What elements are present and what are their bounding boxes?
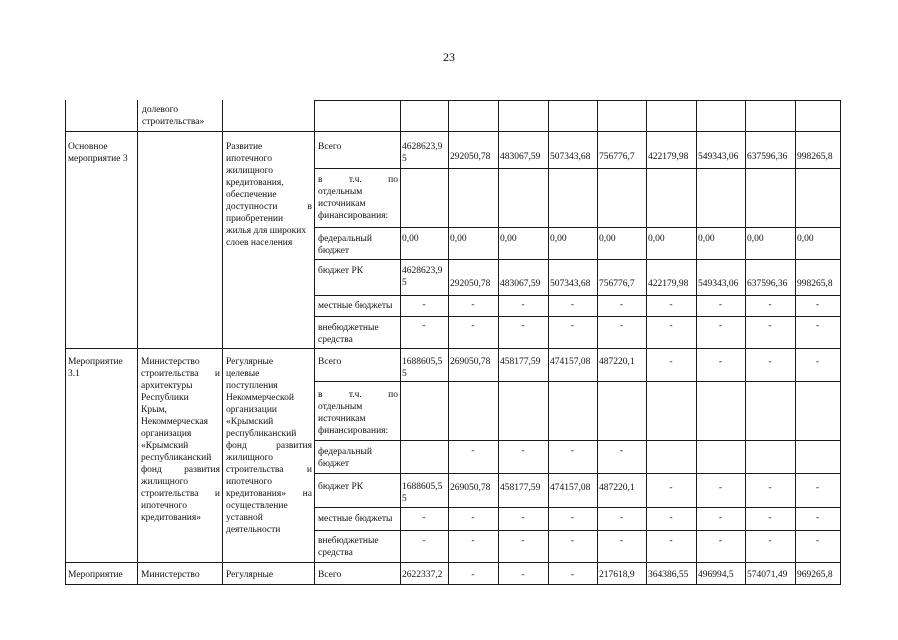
source-label: федеральный (318, 234, 372, 244)
source-label: финансирования: (318, 211, 389, 221)
value-cell: - (619, 446, 624, 456)
source-label: в т.ч. по (318, 390, 398, 400)
value-cell: 5 (402, 494, 407, 504)
measure-goal: ипотечного (226, 477, 272, 487)
row-divider (314, 381, 841, 382)
value-cell: - (521, 321, 525, 331)
value-cell: 756776,7 (599, 279, 635, 289)
value-cell: - (768, 536, 772, 546)
measure-goal: жилищного (226, 453, 274, 463)
measure-executor: Министерство (141, 570, 200, 580)
value-cell: 0,00 (450, 234, 467, 244)
value-cell: 269050,78 (450, 357, 491, 367)
value-cell: 422179,98 (648, 152, 689, 162)
value-cell: - (521, 300, 525, 310)
value-cell: - (570, 300, 575, 310)
value-cell: 5 (402, 369, 407, 379)
value-cell: 0,00 (797, 234, 814, 244)
value-cell: - (718, 321, 723, 331)
value-cell: 0,00 (402, 234, 419, 244)
measure-executor: республиканский (141, 453, 212, 463)
value-cell: - (570, 513, 575, 523)
measure-goal: уставной (226, 513, 263, 523)
value-cell: - (471, 513, 475, 523)
value-cell: 4628623,9 (402, 266, 443, 276)
value-cell: - (768, 513, 772, 523)
value-cell: - (521, 570, 525, 580)
value-cell: 487220,1 (599, 357, 635, 367)
value-cell: - (669, 536, 673, 546)
row-divider (65, 584, 841, 585)
value-cell: - (718, 483, 723, 493)
value-cell: - (619, 536, 624, 546)
value-cell: 364386,55 (648, 570, 689, 580)
value-cell: 998265,8 (797, 279, 833, 289)
value-cell: - (521, 536, 525, 546)
value-cell: - (768, 321, 772, 331)
column-divider (137, 100, 138, 584)
value-cell: - (471, 300, 475, 310)
measure-executor: ипотечного (141, 501, 187, 511)
value-cell: - (619, 300, 624, 310)
row-divider (314, 316, 841, 317)
row-divider (65, 562, 841, 563)
value-cell: - (815, 483, 820, 493)
column-divider (314, 100, 315, 584)
value-cell: - (422, 513, 426, 523)
value-cell: 474157,08 (550, 483, 591, 493)
measure-name: 3.1 (68, 369, 80, 379)
value-cell: - (718, 536, 723, 546)
source-label: местные бюджеты (318, 514, 393, 524)
value-cell: - (570, 446, 575, 456)
value-cell: - (669, 321, 673, 331)
measure-goal: слоев населения (226, 238, 293, 248)
measure-goal: строительства и (226, 465, 312, 475)
row-divider (314, 100, 841, 101)
value-cell: 496994,5 (698, 570, 734, 580)
row-divider (314, 507, 841, 508)
value-cell: 483067,59 (500, 152, 541, 162)
measure-goal: Регулярные (226, 570, 274, 580)
value-cell: - (768, 483, 772, 493)
source-label: Всего (318, 570, 342, 580)
measure-executor: Некоммерческая (141, 417, 209, 427)
source-label: финансирования: (318, 426, 389, 436)
value-cell: - (768, 357, 772, 367)
row-divider (314, 259, 841, 260)
measure-goal: Развитие (226, 142, 263, 152)
row-divider (65, 131, 841, 132)
value-cell: - (815, 513, 820, 523)
page-number: 23 (443, 50, 455, 64)
source-label: бюджет (318, 246, 350, 256)
measure-goal: обеспечение (226, 190, 277, 200)
value-cell: - (422, 321, 426, 331)
executor-cell-text: долевого (142, 105, 178, 115)
value-cell: 1688605,5 (402, 357, 443, 367)
source-label: средства (318, 335, 353, 345)
value-cell: 637596,36 (747, 152, 788, 162)
source-label: отдельным (318, 402, 363, 412)
measure-executor: архитектуры (141, 381, 193, 391)
source-label: внебюджетные (318, 323, 379, 333)
source-label: местные бюджеты (318, 301, 393, 311)
source-label: источникам (318, 199, 366, 209)
measure-goal: фонд развития (226, 441, 312, 451)
row-divider (65, 348, 841, 349)
measure-executor: Крым, (141, 405, 167, 415)
measure-name: мероприятие 3 (68, 154, 128, 164)
source-label: средства (318, 548, 353, 558)
value-cell: 998265,8 (797, 152, 833, 162)
value-cell: 0,00 (648, 234, 665, 244)
value-cell: 458177,59 (500, 483, 541, 493)
source-label: в т.ч. по (318, 175, 398, 185)
value-cell: 574071,49 (747, 570, 788, 580)
value-cell: 1688605,5 (402, 482, 443, 492)
measure-goal: доступности в (226, 202, 312, 212)
row-divider (314, 440, 841, 441)
table-border-left (65, 100, 66, 584)
row-divider (314, 473, 841, 474)
measure-goal: Некоммерческой (226, 393, 294, 403)
value-cell: - (422, 536, 426, 546)
measure-executor: фонд развития (141, 465, 220, 475)
value-cell: - (669, 513, 673, 523)
measure-goal: Регулярные (226, 357, 274, 367)
value-cell: - (718, 513, 723, 523)
measure-goal: целевые (226, 369, 260, 379)
measure-name: Мероприятие (68, 570, 123, 580)
source-label: Всего (318, 142, 342, 152)
value-cell: 217618,9 (599, 570, 635, 580)
value-cell: - (619, 321, 624, 331)
measure-executor: Министерство (141, 357, 200, 367)
value-cell: - (619, 513, 624, 523)
row-divider (314, 295, 841, 296)
value-cell: 969265,8 (797, 570, 833, 580)
measure-executor: кредитования» (141, 513, 202, 523)
value-cell: 292050,78 (450, 279, 491, 289)
value-cell: 0,00 (550, 234, 567, 244)
value-cell: - (768, 300, 772, 310)
value-cell: - (422, 300, 426, 310)
measure-executor: «Крымский (141, 441, 189, 451)
source-label: Всего (318, 357, 342, 367)
value-cell: 0,00 (747, 234, 764, 244)
source-label: источникам (318, 414, 366, 424)
value-cell: - (815, 300, 820, 310)
value-cell: 474157,08 (550, 357, 591, 367)
measure-goal: поступления (226, 381, 278, 391)
value-cell: 0,00 (599, 234, 616, 244)
measure-goal: приобретении (226, 214, 284, 224)
measure-name: Основное (68, 142, 108, 152)
value-cell: - (669, 483, 673, 493)
measure-executor: строительства и (141, 369, 220, 379)
measure-goal: «Крымский (226, 417, 274, 427)
measure-executor: строительства и (141, 489, 220, 499)
value-cell: 549343,06 (698, 279, 739, 289)
value-cell: - (570, 321, 575, 331)
value-cell: 487220,1 (599, 483, 635, 493)
value-cell: - (718, 300, 723, 310)
source-label: отдельным (318, 187, 363, 197)
value-cell: 2622337,2 (402, 570, 443, 580)
measure-executor: Республики (141, 393, 189, 403)
measure-goal: осуществление (226, 501, 288, 511)
measure-goal: кредитования, (226, 178, 284, 188)
value-cell: 422179,98 (648, 279, 689, 289)
value-cell: 0,00 (500, 234, 517, 244)
source-label: внебюджетные (318, 536, 379, 546)
value-cell: 483067,59 (500, 279, 541, 289)
value-cell: - (471, 446, 475, 456)
value-cell: 756776,7 (599, 152, 635, 162)
value-cell: - (570, 570, 575, 580)
measure-goal: организации (226, 405, 278, 415)
source-label: бюджет РК (318, 266, 364, 276)
value-cell: 507343,68 (550, 152, 591, 162)
value-cell: 637596,36 (747, 279, 788, 289)
value-cell: 269050,78 (450, 483, 491, 493)
value-cell: 292050,78 (450, 152, 491, 162)
source-label: федеральный (318, 447, 372, 457)
value-cell: - (471, 570, 475, 580)
value-cell: 5 (402, 154, 407, 164)
value-cell: - (570, 536, 575, 546)
value-cell: 549343,06 (698, 152, 739, 162)
value-cell: - (471, 536, 475, 546)
value-cell: 4628623,9 (402, 142, 443, 152)
measure-executor: жилищного (141, 477, 189, 487)
value-cell: - (471, 321, 475, 331)
value-cell: - (815, 536, 820, 546)
measure-goal: республиканский (226, 429, 297, 439)
measure-executor: организация (141, 429, 192, 439)
value-cell: 458177,59 (500, 357, 541, 367)
measure-goal: ипотечного (226, 154, 272, 164)
value-cell: - (718, 357, 723, 367)
measure-goal: жилищного (226, 166, 274, 176)
measure-name: Мероприятие (68, 357, 123, 367)
measure-goal: деятельности (226, 525, 281, 535)
value-cell: 507343,68 (550, 279, 591, 289)
value-cell: - (521, 513, 525, 523)
executor-cell-text: строительства» (142, 117, 205, 127)
measure-goal: кредитования» на (226, 489, 312, 499)
source-label: бюджет РК (318, 482, 364, 492)
value-cell: 0,00 (698, 234, 715, 244)
value-cell: - (815, 357, 820, 367)
value-cell: - (669, 300, 673, 310)
value-cell: - (521, 446, 525, 456)
column-divider (840, 100, 841, 584)
measure-goal: жилья для широких (226, 226, 307, 236)
value-cell: 5 (402, 278, 407, 288)
value-cell: - (669, 357, 673, 367)
row-divider (314, 530, 841, 531)
column-divider (222, 100, 223, 584)
value-cell: - (815, 321, 820, 331)
row-divider (314, 168, 841, 169)
row-divider (314, 227, 841, 228)
source-label: бюджет (318, 459, 350, 469)
